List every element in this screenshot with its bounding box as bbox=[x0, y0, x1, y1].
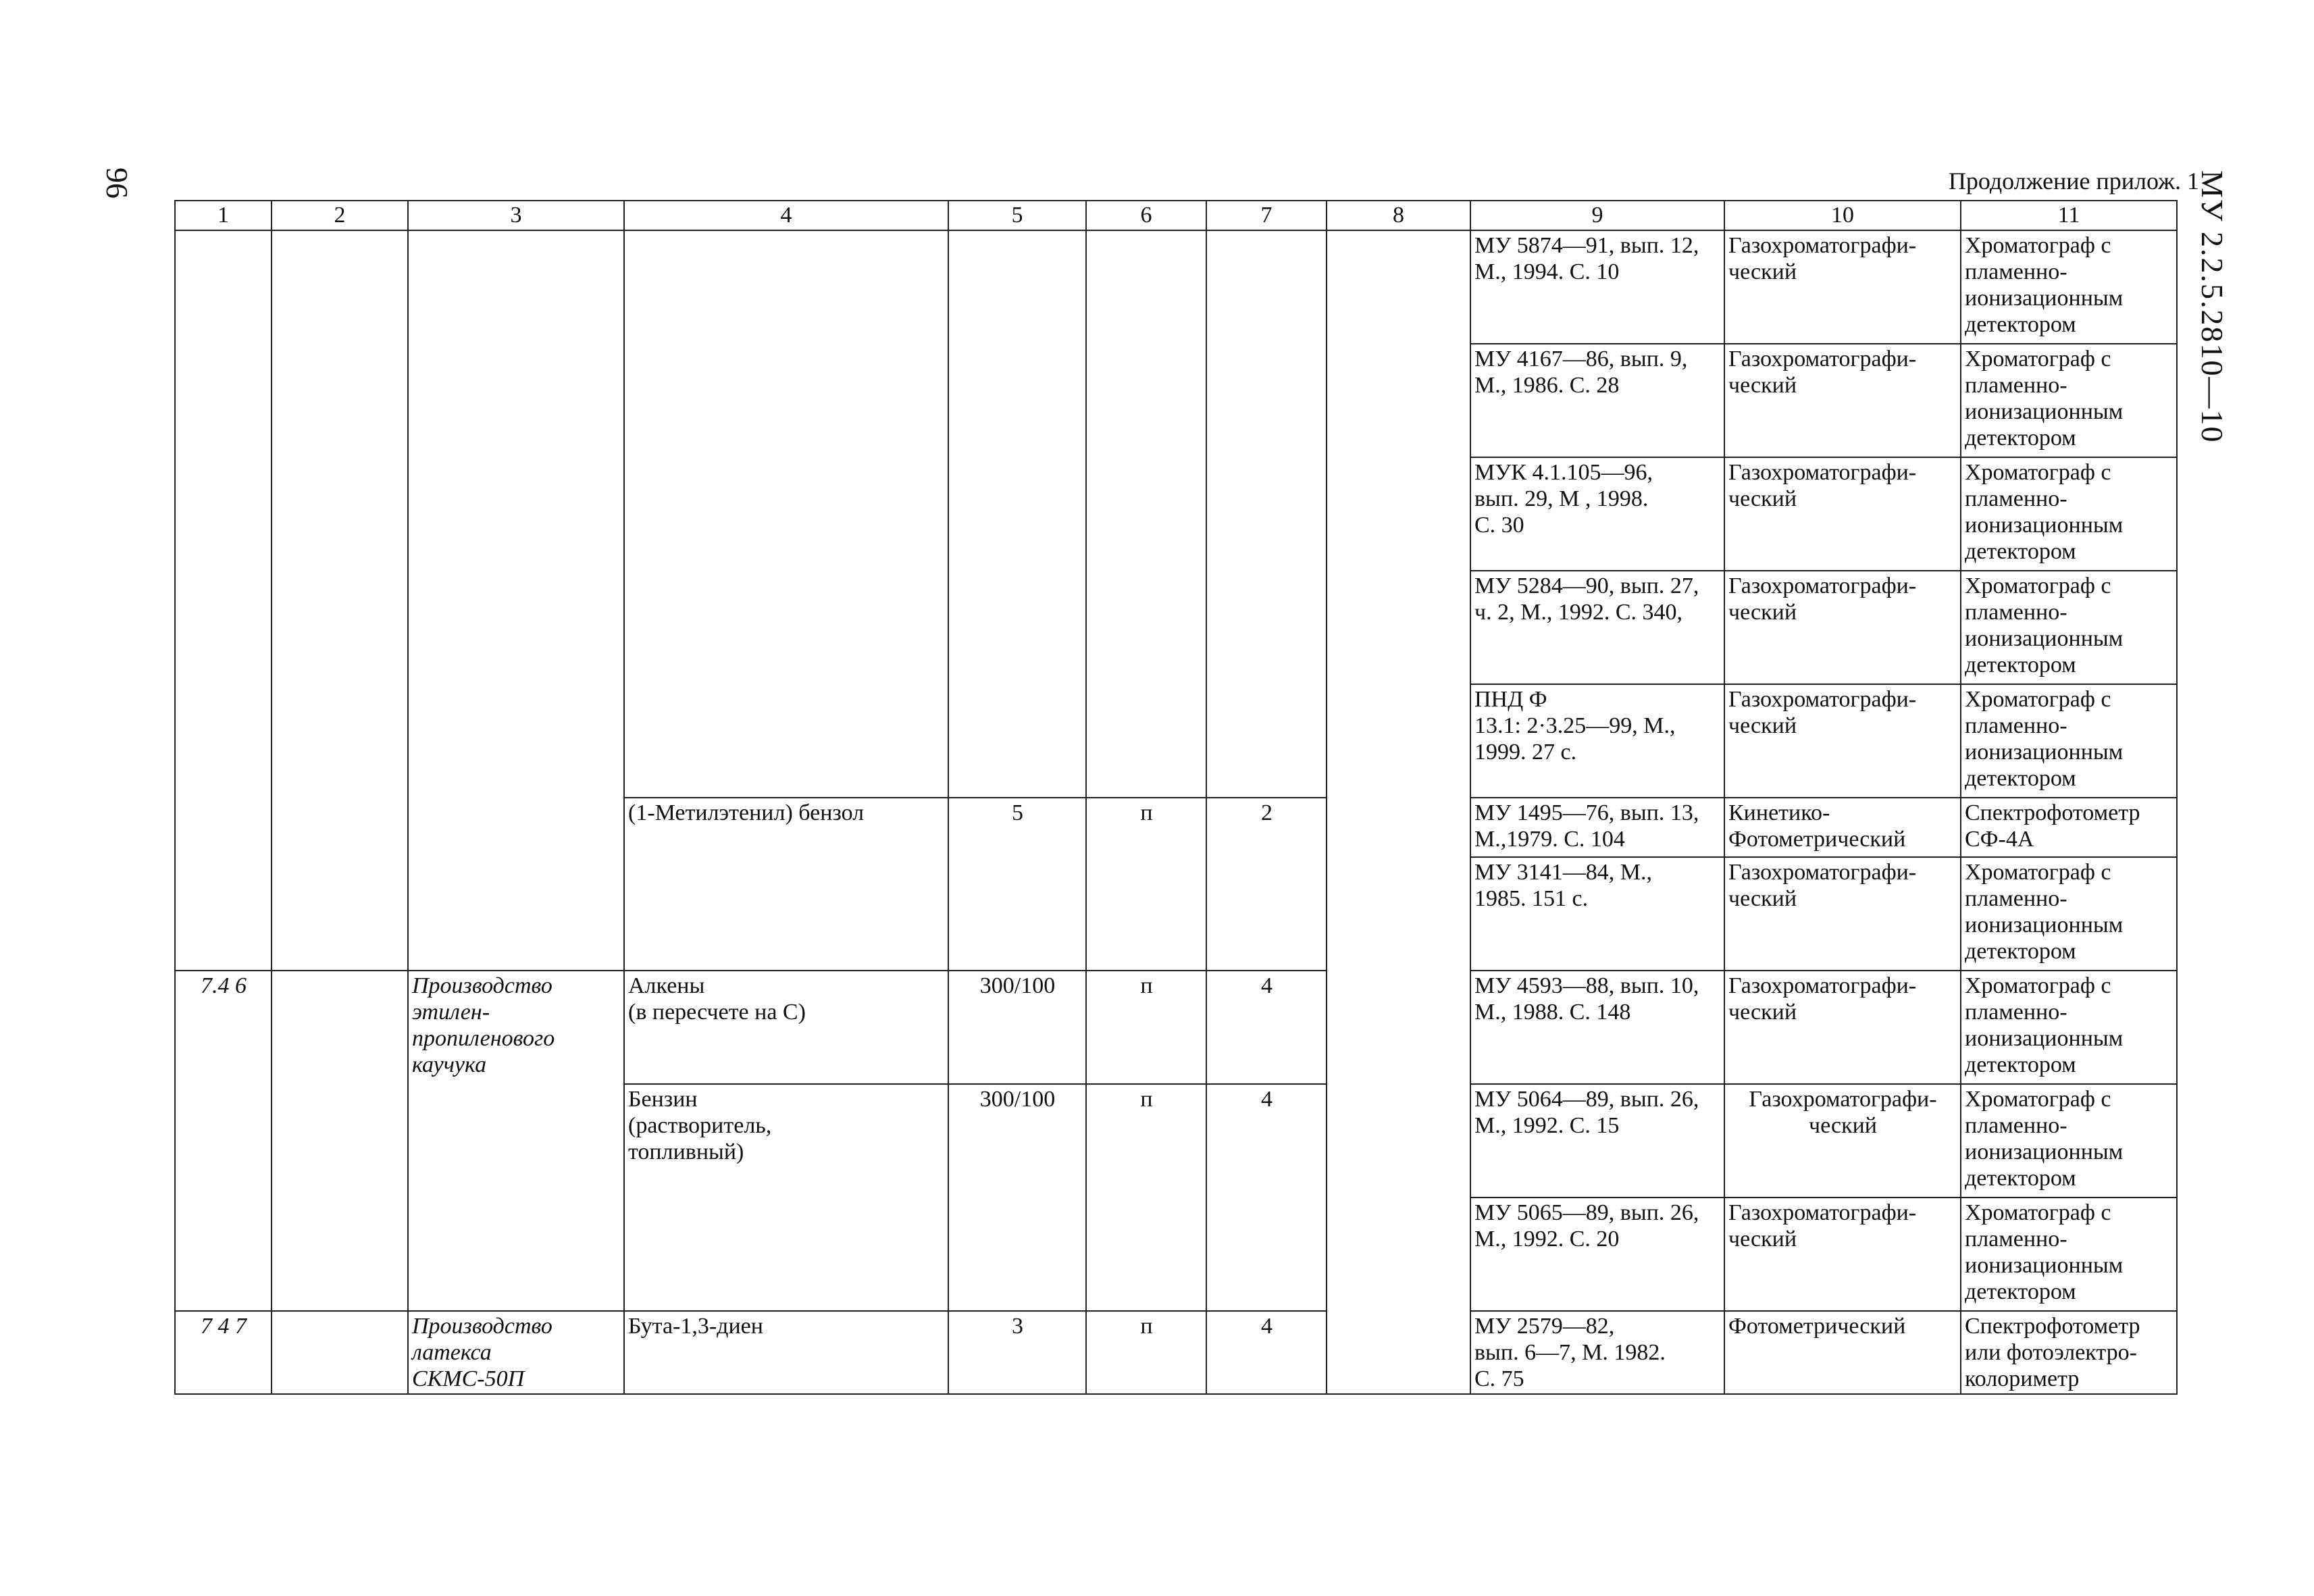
concentration-cell: 3 bbox=[948, 1311, 1086, 1394]
production-cell bbox=[408, 230, 624, 971]
method-document-cell: МУ 4167—86, вып. 9, М., 1986. С. 28 bbox=[1470, 344, 1724, 457]
item-number-cell: 7.4 6 bbox=[175, 971, 272, 1311]
method-type-cell: Газохроматографи- ческий bbox=[1724, 1198, 1961, 1311]
instrument-cell: Хроматограф с пламенно- ионизационным детектором bbox=[1961, 571, 2177, 684]
method-document-cell: МУ 5064—89, вып. 26, М., 1992. С. 15 bbox=[1470, 1084, 1724, 1198]
method-type-cell: Газохроматографи- ческий bbox=[1724, 457, 1961, 571]
method-type-cell: Кинетико- Фотометрический bbox=[1724, 798, 1961, 857]
method-document-cell: МУ 1495—76, вып. 13, М.,1979. С. 104 bbox=[1470, 798, 1724, 857]
table-row bbox=[175, 971, 2177, 1084]
column-8-cell bbox=[1327, 230, 1470, 1394]
instrument-cell: Спектрофотометр СФ-4А bbox=[1961, 798, 2177, 857]
hazard-class-cell bbox=[1206, 230, 1327, 798]
instrument-cell: Хроматограф с пламенно- ионизационным детектором bbox=[1961, 344, 2177, 457]
hazard-class-cell: 4 bbox=[1206, 971, 1327, 1084]
instrument-cell: Хроматограф с пламенно- ионизационным детектором bbox=[1961, 857, 2177, 971]
column-header: 9 bbox=[1470, 201, 1724, 230]
method-type-cell: Газохроматографи- ческий bbox=[1724, 971, 1961, 1084]
method-document-cell: МУ 4593—88, вып. 10, М., 1988. С. 148 bbox=[1470, 971, 1724, 1084]
column-header: 8 bbox=[1327, 201, 1470, 230]
instrument-cell: Хроматограф с пламенно- ионизационным детектором bbox=[1961, 684, 2177, 798]
method-document-cell: МУ 3141—84, М., 1985. 151 с. bbox=[1470, 857, 1724, 971]
item-number-cell: 7 4 7 bbox=[175, 1311, 272, 1394]
continuation-caption: Продолжение прилож. 1 bbox=[1948, 168, 2199, 195]
hazard-class-cell: 4 bbox=[1206, 1311, 1327, 1394]
substance-cell: Бензин (растворитель, топливный) bbox=[624, 1084, 948, 1311]
table-header bbox=[175, 201, 2177, 230]
table-row bbox=[175, 1311, 2177, 1394]
column-header: 2 bbox=[272, 201, 408, 230]
method-document-cell: МУК 4.1.105—96, вып. 29, М , 1998. С. 30 bbox=[1470, 457, 1724, 571]
method-document-cell: ПНД Ф 13.1: 2·3.25—99, М., 1999. 27 с. bbox=[1470, 684, 1724, 798]
hazard-class-cell: 4 bbox=[1206, 1084, 1327, 1311]
column-2-cell bbox=[272, 230, 408, 971]
instrument-cell: Хроматограф с пламенно- ионизационным детектором bbox=[1961, 457, 2177, 571]
instrument-cell: Хроматограф с пламенно- ионизационным детектором bbox=[1961, 971, 2177, 1084]
method-document-cell: МУ 5284—90, вып. 27, ч. 2, М., 1992. С. 340, bbox=[1470, 571, 1724, 684]
substance-cell: Бута-1,3-диен bbox=[624, 1311, 948, 1394]
concentration-cell: 300/100 bbox=[948, 971, 1086, 1084]
instrument-cell: Хроматограф с пламенно- ионизационным детектором bbox=[1961, 1198, 2177, 1311]
aggregate-state-cell: п bbox=[1086, 971, 1206, 1084]
column-2-cell bbox=[272, 1311, 408, 1394]
method-type-cell: Фотометрический bbox=[1724, 1311, 1961, 1394]
method-document-cell: МУ 2579—82, вып. 6—7, М. 1982. С. 75 bbox=[1470, 1311, 1724, 1394]
substance-cell bbox=[624, 230, 948, 798]
appendix-table bbox=[174, 200, 2178, 1395]
production-cell: Производство латекса СКМС-50П bbox=[408, 1311, 624, 1394]
method-type-cell: Газохроматографи- ческий bbox=[1724, 344, 1961, 457]
instrument-cell: Хроматограф с пламенно- ионизационным детектором bbox=[1961, 1084, 2177, 1198]
method-document-cell: МУ 5874—91, вып. 12, М., 1994. С. 10 bbox=[1470, 230, 1724, 344]
table-row bbox=[175, 230, 2177, 344]
column-2-cell bbox=[272, 971, 408, 1311]
concentration-cell bbox=[948, 230, 1086, 798]
column-header: 11 bbox=[1961, 201, 2177, 230]
concentration-cell: 5 bbox=[948, 798, 1086, 971]
column-header: 5 bbox=[948, 201, 1086, 230]
substance-cell: (1-Метилэтенил) бензол bbox=[624, 798, 948, 971]
item-number-cell bbox=[175, 230, 272, 971]
page-number: 96 bbox=[100, 168, 134, 199]
aggregate-state-cell: п bbox=[1086, 798, 1206, 971]
column-header: 4 bbox=[624, 201, 948, 230]
column-header: 6 bbox=[1086, 201, 1206, 230]
hazard-class-cell: 2 bbox=[1206, 798, 1327, 971]
method-document-cell: МУ 5065—89, вып. 26, М., 1992. С. 20 bbox=[1470, 1198, 1724, 1311]
instrument-cell: Хроматограф с пламенно- ионизационным детектором bbox=[1961, 230, 2177, 344]
method-type-cell: Газохроматографи- ческий bbox=[1724, 230, 1961, 344]
aggregate-state-cell: п bbox=[1086, 1084, 1206, 1311]
production-cell: Производство этилен- пропиленового каучука bbox=[408, 971, 624, 1311]
aggregate-state-cell bbox=[1086, 230, 1206, 798]
method-type-cell: Газохроматографи- ческий bbox=[1724, 571, 1961, 684]
document-code: МУ 2.2.5.2810—10 bbox=[2195, 170, 2230, 444]
column-header: 7 bbox=[1206, 201, 1327, 230]
substance-cell: Алкены (в пересчете на С) bbox=[624, 971, 948, 1084]
method-type-cell: Газохроматографи- ческий bbox=[1724, 857, 1961, 971]
concentration-cell: 300/100 bbox=[948, 1084, 1086, 1311]
method-type-cell: Газохроматографи- ческий bbox=[1724, 1084, 1961, 1198]
column-header: 3 bbox=[408, 201, 624, 230]
instrument-cell: Спектрофотометр или фотоэлектро- колориметр bbox=[1961, 1311, 2177, 1394]
aggregate-state-cell: п bbox=[1086, 1311, 1206, 1394]
column-header: 1 bbox=[175, 201, 272, 230]
column-header: 10 bbox=[1724, 201, 1961, 230]
method-type-cell: Газохроматографи- ческий bbox=[1724, 684, 1961, 798]
